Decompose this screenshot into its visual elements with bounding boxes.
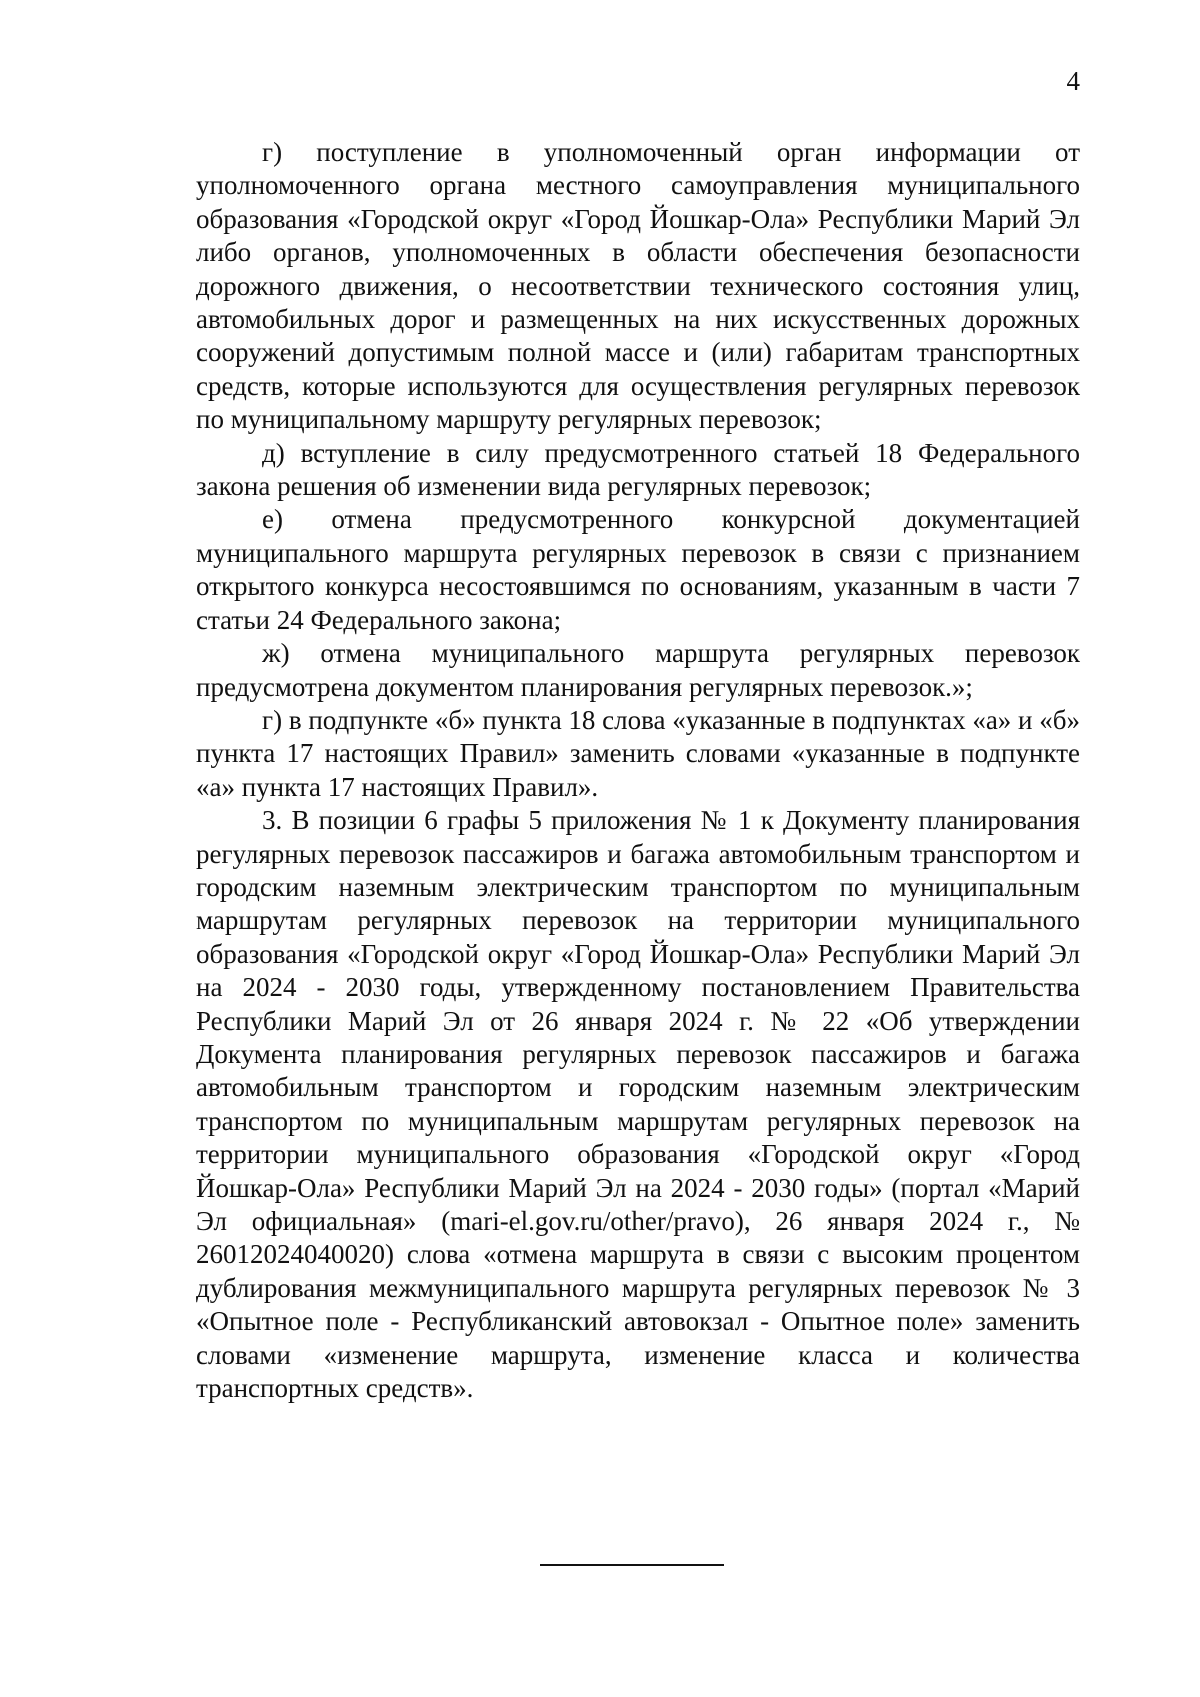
paragraph-item-g-receipt-of-info: г) поступление в уполномоченный орган информации от уполномоченного органа местного самоуправления муниципального образования «Городской округ «Город Йошкар-Ола» Республики Марий Эл либо органов, уполномоченных в области обеспечения безопасности дорожного движения, о несоответствии технического состояния улиц, автомобильных дорог и размещенных на них искусственных дорожных сооружений допустимым полной массе и (или) габаритам транспортных средств, которые используются для осуществления регулярных перевозок по муниципальному маршруту регулярных перевозок;	[196, 137, 1080, 435]
paragraph-item-zh-cancellation-route: ж) отмена муниципального маршрута регулярных перевозок предусмотрена документом планирования регулярных перевозок.»;	[196, 638, 1080, 702]
document-body	[196, 136, 1080, 1405]
paragraph-point-3: 3. В позиции 6 графы 5 приложения № 1 к Документу планирования регулярных перевозок пассажиров и багажа автомобильным транспортом и городским наземным электрическим транспортом по муниципальным маршрутам регулярных перевозок на территории муниципального образования «Городской округ «Город Йошкар-Ола» Республики Марий Эл на 2024 - 2030 годы, утвержденному постановлением Правительства Республики Марий Эл от 26 января 2024 г. № 22 «Об утверждении Документа планирования регулярных перевозок пассажиров и багажа автомобильным транспортом и городским наземным электрическим транспортом по муниципальным маршрутам регулярных перевозок на территории муниципального образования «Городской округ «Город Йошкар-Ола» Республики Марий Эл на 2024 - 2030 годы» (портал «Марий Эл официальная» (mari-el.gov.ru/other/pravo), 26 января 2024 г., № 26012024040020) слова «отмена маршрута в связи с высоким процентом дублирования межмуниципального маршрута регулярных перевозок № 3 «Опытное поле - Республиканский автовокзал - Опытное поле» заменить словами «изменение маршрута, изменение класса и количества транспортных средств».	[196, 805, 1080, 1404]
paragraph-item-e-cancellation-tender: е) отмена предусмотренного конкурсной документацией муниципального маршрута регулярных перевозок в связи с признанием открытого конкурса несостоявшимся по основаниям, указанным в части 7 статьи 24 Федерального закона;	[196, 504, 1080, 635]
end-separator-line	[540, 1564, 724, 1566]
paragraph-item-g-subparagraph-b: г) в подпункте «б» пункта 18 слова «указанные в подпунктах «а» и «б» пункта 17 настоящих Правил» заменить словами «указанные в подпункте «а» пункта 17 настоящих Правил».	[196, 704, 1080, 802]
page-number: 4	[1066, 66, 1080, 96]
paragraph-item-d-entry-into-force: д) вступление в силу предусмотренного статьей 18 Федерального закона решения об изменении вида регулярных перевозок;	[196, 437, 1080, 502]
